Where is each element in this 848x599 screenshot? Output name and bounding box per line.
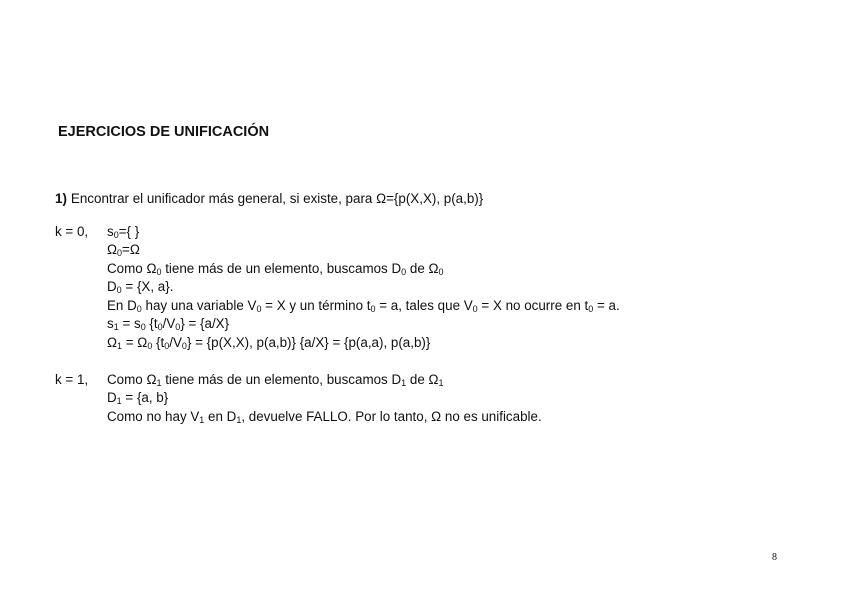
k0-label: k = 0, — [55, 224, 89, 239]
exercise-number: 1) — [55, 191, 67, 206]
k1-line-1: Como $\Omega_1$ tiene más de un elemento, buscamos $D_1$ de $\Omega_1$ — [107, 372, 444, 388]
k0-line-7: $\Omega_1 = \Omega_0$ $\{t_0/V_0\} = \{p(X,X)$, p(a,b)} {a/X} = {p(a,a), p(a,b)} — [107, 335, 431, 351]
k0-line-1: $s_0=${ } — [107, 224, 140, 240]
k0-line-2: $\Omega_0=\Omega$ — [107, 242, 140, 258]
k1-line-3: Como no hay $V_1$ en $D_1$, devuelve FALLO. Por lo tanto, Ω no es unificable. — [107, 409, 542, 425]
exercise-statement — [55, 191, 483, 206]
k0-line-5: En $D_0$ hay una variable $V_0 = X$ y un término $t_0 = a$, tales que $V_0 = X$ no ocurre en $t_0 = a$. — [107, 298, 620, 314]
page-number: 8 — [772, 552, 777, 563]
k0-line-6: $s_1 = s_0$ $\{t_0/V_0\} = \{a/X\}$ — [107, 316, 230, 332]
exercise-text: Encontrar el unificador más general, si existe, para Ω={p(X,X), p(a,b)} — [70, 191, 484, 206]
k1-line-2: $D_1 = \{a$, b} — [107, 390, 169, 406]
page-title: EJERCICIOS DE UNIFICACIÓN — [58, 124, 270, 140]
k1-label: k = 1, — [55, 372, 89, 387]
k0-line-3: Como $\Omega_0$ tiene más de un elemento, buscamos $D_0$ de $\Omega_0$ — [107, 261, 444, 277]
k0-line-4: $D_0 = \{X$, a}. — [107, 279, 174, 295]
